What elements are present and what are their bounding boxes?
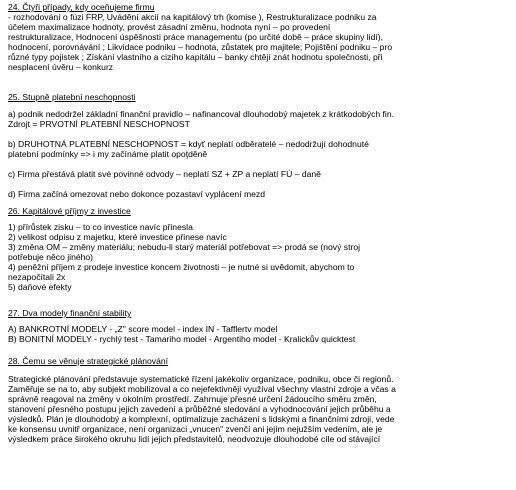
text-line: A) BANKROTNÍ MODELY - „Z" score model - index IN - Tafflertv model bbox=[8, 324, 278, 334]
section-28 bbox=[8, 356, 508, 444]
text-line: účelem maximalizace hodnoty, provést zásadní změnu, hodnota nyní – po provedení bbox=[8, 22, 331, 32]
text-line: nezapočítali 2x bbox=[8, 272, 66, 282]
text-line: Zdrojt = PRVOTNÍ PLATEBNÍ NESCHOPNOST bbox=[8, 119, 190, 129]
text-line: 2) velikost odpisu z majetku, které investice přinese navíc bbox=[8, 232, 227, 242]
text-line: 5) daňové efekty bbox=[8, 282, 72, 292]
section-26 bbox=[8, 206, 508, 292]
text-line: - rozhodování o fúzi FRP, Uvádění akcií na kapitálový trh (komise ), Restrukturalizace podniku za bbox=[8, 12, 377, 22]
text-line: správně reagoval na změny v okolním prostředí. Zahrnuje přesné určení žádoucího směru změn, bbox=[8, 394, 377, 404]
section-heading: 26. Kapitálové příjmy z investice bbox=[8, 206, 131, 216]
text-line: a) podnik nedodržel základní finanční pravidlo – nafinancoval dlouhodobý majetek z krátkodobých fin. bbox=[8, 109, 395, 119]
text-line: ke konsensu uvnitř organizace, není organizaci „vnucen" zvenčí ani jejím nejužším vedením, ale je bbox=[8, 424, 383, 434]
text-line: výsledků. Plán je dlouhodobý a komplexní, optimalizuje zacházení s lidskými a finančními zdroji, vede bbox=[8, 414, 395, 424]
text-line: platební podmínky => i my začínáme platit opoţděně bbox=[8, 149, 208, 159]
text-line: Zaměřuje se na to, aby subjekt mobilizoval a co nejefektivněji využíval všechny vlastní zdroje a včas a bbox=[8, 384, 396, 394]
text-line: hodnocení, porovnávání ; Likvidace podniku – hodnota, zůstatek pro majitele; Pojištění podniku – pro bbox=[8, 42, 393, 52]
text-line: 3) změna OM – změny materiálu; nebudu-li starý materiál potřebovat => prodá se (nový stroj bbox=[8, 242, 361, 252]
text-line: Strategické plánování představuje systematické řízení jakékoliv organizace, podniku, obce či regionů. bbox=[8, 374, 394, 384]
text-line: 4) peněžní příjem z prodeje investice koncem životnosti – je nutné si uvědomit, abychom to bbox=[8, 262, 355, 272]
text-line: b) DRUHOTNÁ PLATEBNÍ NESCHOPNOST = kdyť neplatí odběratelé – nedodržují dohodnuté bbox=[8, 139, 369, 149]
text-line: c) Firma přestává platit své povinné odvody – neplatí SZ + ZP a neplatí FÚ – daně bbox=[8, 169, 321, 179]
section-25 bbox=[8, 92, 508, 199]
text-line: restrukturalizace, Hodnocení úspěšnosti práce managementu (po určité době – práce skupiny lidí), bbox=[8, 32, 383, 42]
text-line: stanovení přesného postupu jejich zavedení a průběžné sledování a vyhodnocování jejich průběhu a bbox=[8, 404, 391, 414]
text-line: B) BONITNÍ MODELY - rychlý test - Tamariho model - Argentiho model - Kralickův quicktest bbox=[8, 334, 356, 344]
section-heading: 25. Stupně platební neschopnosti bbox=[8, 92, 136, 102]
text-line: potřebuje něco jiného) bbox=[8, 252, 94, 262]
text-line: nesplacení úvěru – konkurz bbox=[8, 62, 114, 72]
text-line: d) Firma začíná omezovat nebo dokonce pozastaví vyplácení mezd bbox=[8, 189, 265, 199]
section-heading: 24. Čtyři případy, kdy oceňujeme firmu bbox=[8, 2, 155, 12]
text-line: 1) přírůstek zisku – to co investice navíc přinesla bbox=[8, 222, 193, 232]
section-heading: 28. Čemu se věnuje strategické plánování bbox=[8, 356, 169, 366]
section-heading: 27. Dva modely finanční stability bbox=[8, 308, 132, 318]
section-27 bbox=[8, 308, 508, 344]
text-line: výsledkem práce širokého okruhu lidí jejich představitelů, neodvozuje dlouhodobé cíle od stávající bbox=[8, 434, 381, 444]
section-24 bbox=[8, 2, 508, 72]
text-line: různé typy pojistek ; Získání vlastního a cizího kapitálu – banky chtějí znát hodnotu společnosti, při bbox=[8, 52, 383, 62]
